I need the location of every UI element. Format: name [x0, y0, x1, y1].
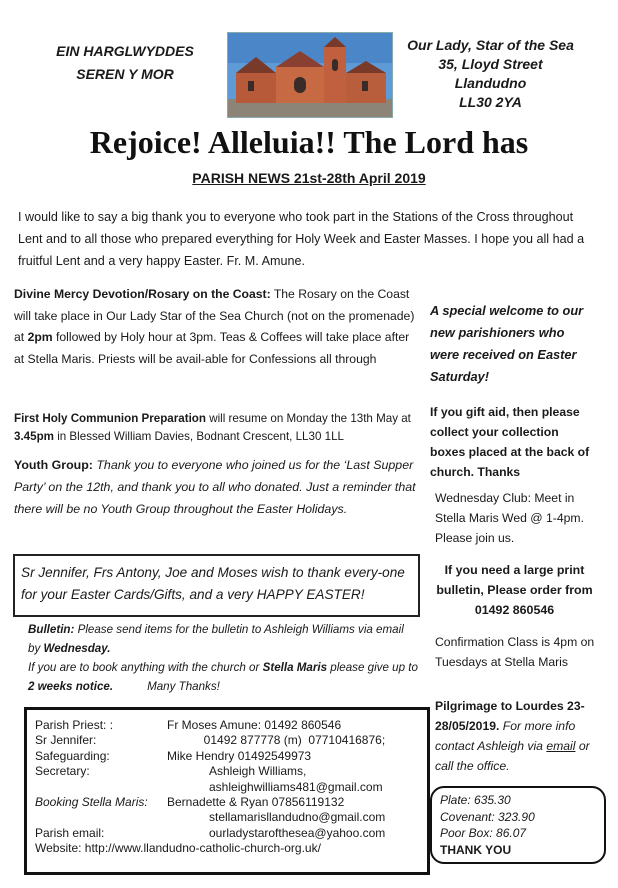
bulletin-text3: please give up to [327, 661, 418, 674]
church-address [398, 36, 583, 112]
contact-email[interactable]: ourladystarofthesea@yahoo.com [209, 825, 386, 840]
plate-total: Plate: 635.30 [440, 793, 511, 807]
thank-you-text: THANK YOU [440, 842, 512, 857]
first-communion-title: First Holy Communion Preparation [14, 412, 206, 425]
new-parishioners-welcome: A special welcome to our new parishioners who were received on Easter Saturday! [430, 303, 584, 384]
welsh-parish-name [30, 40, 220, 86]
youth-group-text: Thank you to everyone who joined us for the ‘Last Supper Party’ on the 12th, and thank you to all who donated. Just a reminder that there will be no Youth Group throughout the Easter Holidays. [14, 458, 416, 516]
intro-message: I would like to say a big thank you to everyone who took part in the Stations of the Cross throughout Lent and to all those who prepared everything for Holy Week and Easter Masses. I hope you all had a fruitful Lent and a very happy Easter. Fr. M. Amune. [18, 210, 585, 268]
contact-label: Safeguarding: [35, 748, 110, 763]
pilgrimage-email-link[interactable]: email [546, 739, 576, 753]
address-line-name: Our Lady, Star of the Sea [407, 37, 574, 53]
poor-box-total: Poor Box: 86.07 [440, 826, 527, 840]
bulletin-para1 [28, 620, 418, 658]
covenant-total: Covenant: 323.90 [440, 809, 535, 824]
contact-email[interactable]: stellamarisllandudno@gmail.com [209, 810, 386, 825]
contact-value-block [167, 795, 421, 826]
contact-row [35, 733, 421, 748]
pilgrimage-text2: or call the office. [435, 739, 590, 773]
welsh-name-line1: EIN HARGLWYDDES [56, 43, 194, 59]
wednesday-club-text: : Meet in Stella Maris Wed @ 1-4pm. Please join us. [435, 491, 584, 545]
gift-aid-notice: If you gift aid, then please collect your collection boxes placed at the back of church. Thanks [430, 405, 590, 479]
first-communion-time: 3.45pm [14, 430, 54, 443]
contact-label: Secretary: [35, 764, 90, 779]
divine-mercy-text1: The Rosary on the Coast will take place in Our Lady Star of the Sea Church (not on the promenade) at [14, 287, 415, 344]
address-line-postcode: LL30 2YA [459, 94, 522, 110]
contacts-box [24, 707, 430, 875]
address-line-street: 35, Lloyd Street [438, 56, 543, 72]
contact-value: Fr Moses Amune: 01492 860546 [167, 718, 342, 732]
confirmation-class-notice [435, 632, 600, 672]
pilgrimage-title: Pilgrimage to Lourdes 23-28/05/2019. [435, 699, 585, 733]
contact-label: Booking Stella Maris: [35, 795, 148, 810]
youth-group-notice [14, 454, 416, 520]
first-communion-text1: will resume on Monday the 13th May at [205, 412, 411, 425]
pilgrimage-text: For more info contact Ashleigh via [435, 719, 576, 753]
bulletin-text1: Please send items for the bulletin to Ashleigh Williams via email by [28, 623, 404, 655]
divine-mercy-notice [14, 284, 416, 370]
first-communion-notice [14, 410, 416, 446]
bulletin-closing: Many Thanks! [147, 680, 220, 693]
contact-email[interactable]: ashleighwilliams481@gmail.com [209, 779, 383, 794]
bulletin-para2 [28, 658, 418, 696]
confirmation-class-text: is 4pm on Tuesdays at Stella Maris [435, 635, 595, 669]
wednesday-club-title: Wednesday Club [435, 491, 528, 505]
wednesday-club-notice [435, 488, 600, 548]
bulletin-label: Bulletin: [28, 623, 75, 636]
website-link[interactable]: Website: http://www.llandudno-catholic-church-org.uk/ [35, 841, 321, 856]
contact-label: Parish email: [35, 825, 105, 840]
confirmation-class-title: Confirmation Class [435, 635, 538, 649]
contact-value: Mike Hendry 01492549973 [167, 748, 312, 763]
contact-value: Bernadette & Ryan 07856119132 [167, 795, 345, 810]
pilgrimage-notice [435, 696, 600, 776]
first-communion-text2: in Blessed William Davies, Bodnant Crescent, LL30 1LL [53, 430, 344, 443]
large-print-notice: If you need a large print bulletin, Please order from 01492 860546 [436, 563, 593, 617]
church-photo [227, 32, 393, 118]
easter-thanks-box: Sr Jennifer, Frs Antony, Joe and Moses wish to thank every-one for your Easter Cards/Gifts, and a very HAPPY EASTER! [13, 554, 420, 617]
church-illustration [228, 33, 393, 118]
contact-row [35, 826, 421, 841]
contact-row [35, 749, 421, 764]
welsh-name-line2: SEREN Y MOR [76, 66, 174, 82]
bulletin-venue: Stella Maris [262, 661, 328, 674]
bulletin-text2: If you are to book anything with the church or [28, 661, 263, 674]
contact-value: 01492 877778 (m) 07710416876; [167, 733, 386, 748]
address-line-town: Llandudno [454, 75, 527, 91]
parish-news-date: PARISH NEWS 21st-28th April 2019 [192, 170, 426, 186]
contact-label: Parish Priest: : [35, 718, 114, 732]
contact-row [35, 764, 421, 795]
contact-row [35, 795, 421, 826]
bulletin-notice [28, 620, 418, 696]
contact-row [35, 718, 421, 733]
bulletin-notice-period: 2 weeks notice. [28, 680, 114, 693]
parish-news-title [0, 170, 618, 186]
collection-totals-box [430, 786, 606, 864]
contact-label: Sr Jennifer: [35, 733, 97, 748]
headline: Rejoice! Alleluia!! The Lord has [89, 124, 529, 160]
divine-mercy-title: Divine Mercy Devotion/Rosary on the Coast: [14, 287, 271, 301]
youth-group-title: Youth Group: [14, 458, 93, 472]
divine-mercy-text2: followed by Holy hour at 3pm. Teas & Coffees will take place after at Stella Maris. Priests will be avail-able for Confessions all through [14, 330, 410, 366]
contact-value: Ashleigh Williams, [209, 764, 307, 779]
divine-mercy-time: 2pm [27, 330, 53, 344]
bulletin-deadline: Wednesday. [43, 642, 111, 655]
contact-value-block [167, 764, 421, 795]
